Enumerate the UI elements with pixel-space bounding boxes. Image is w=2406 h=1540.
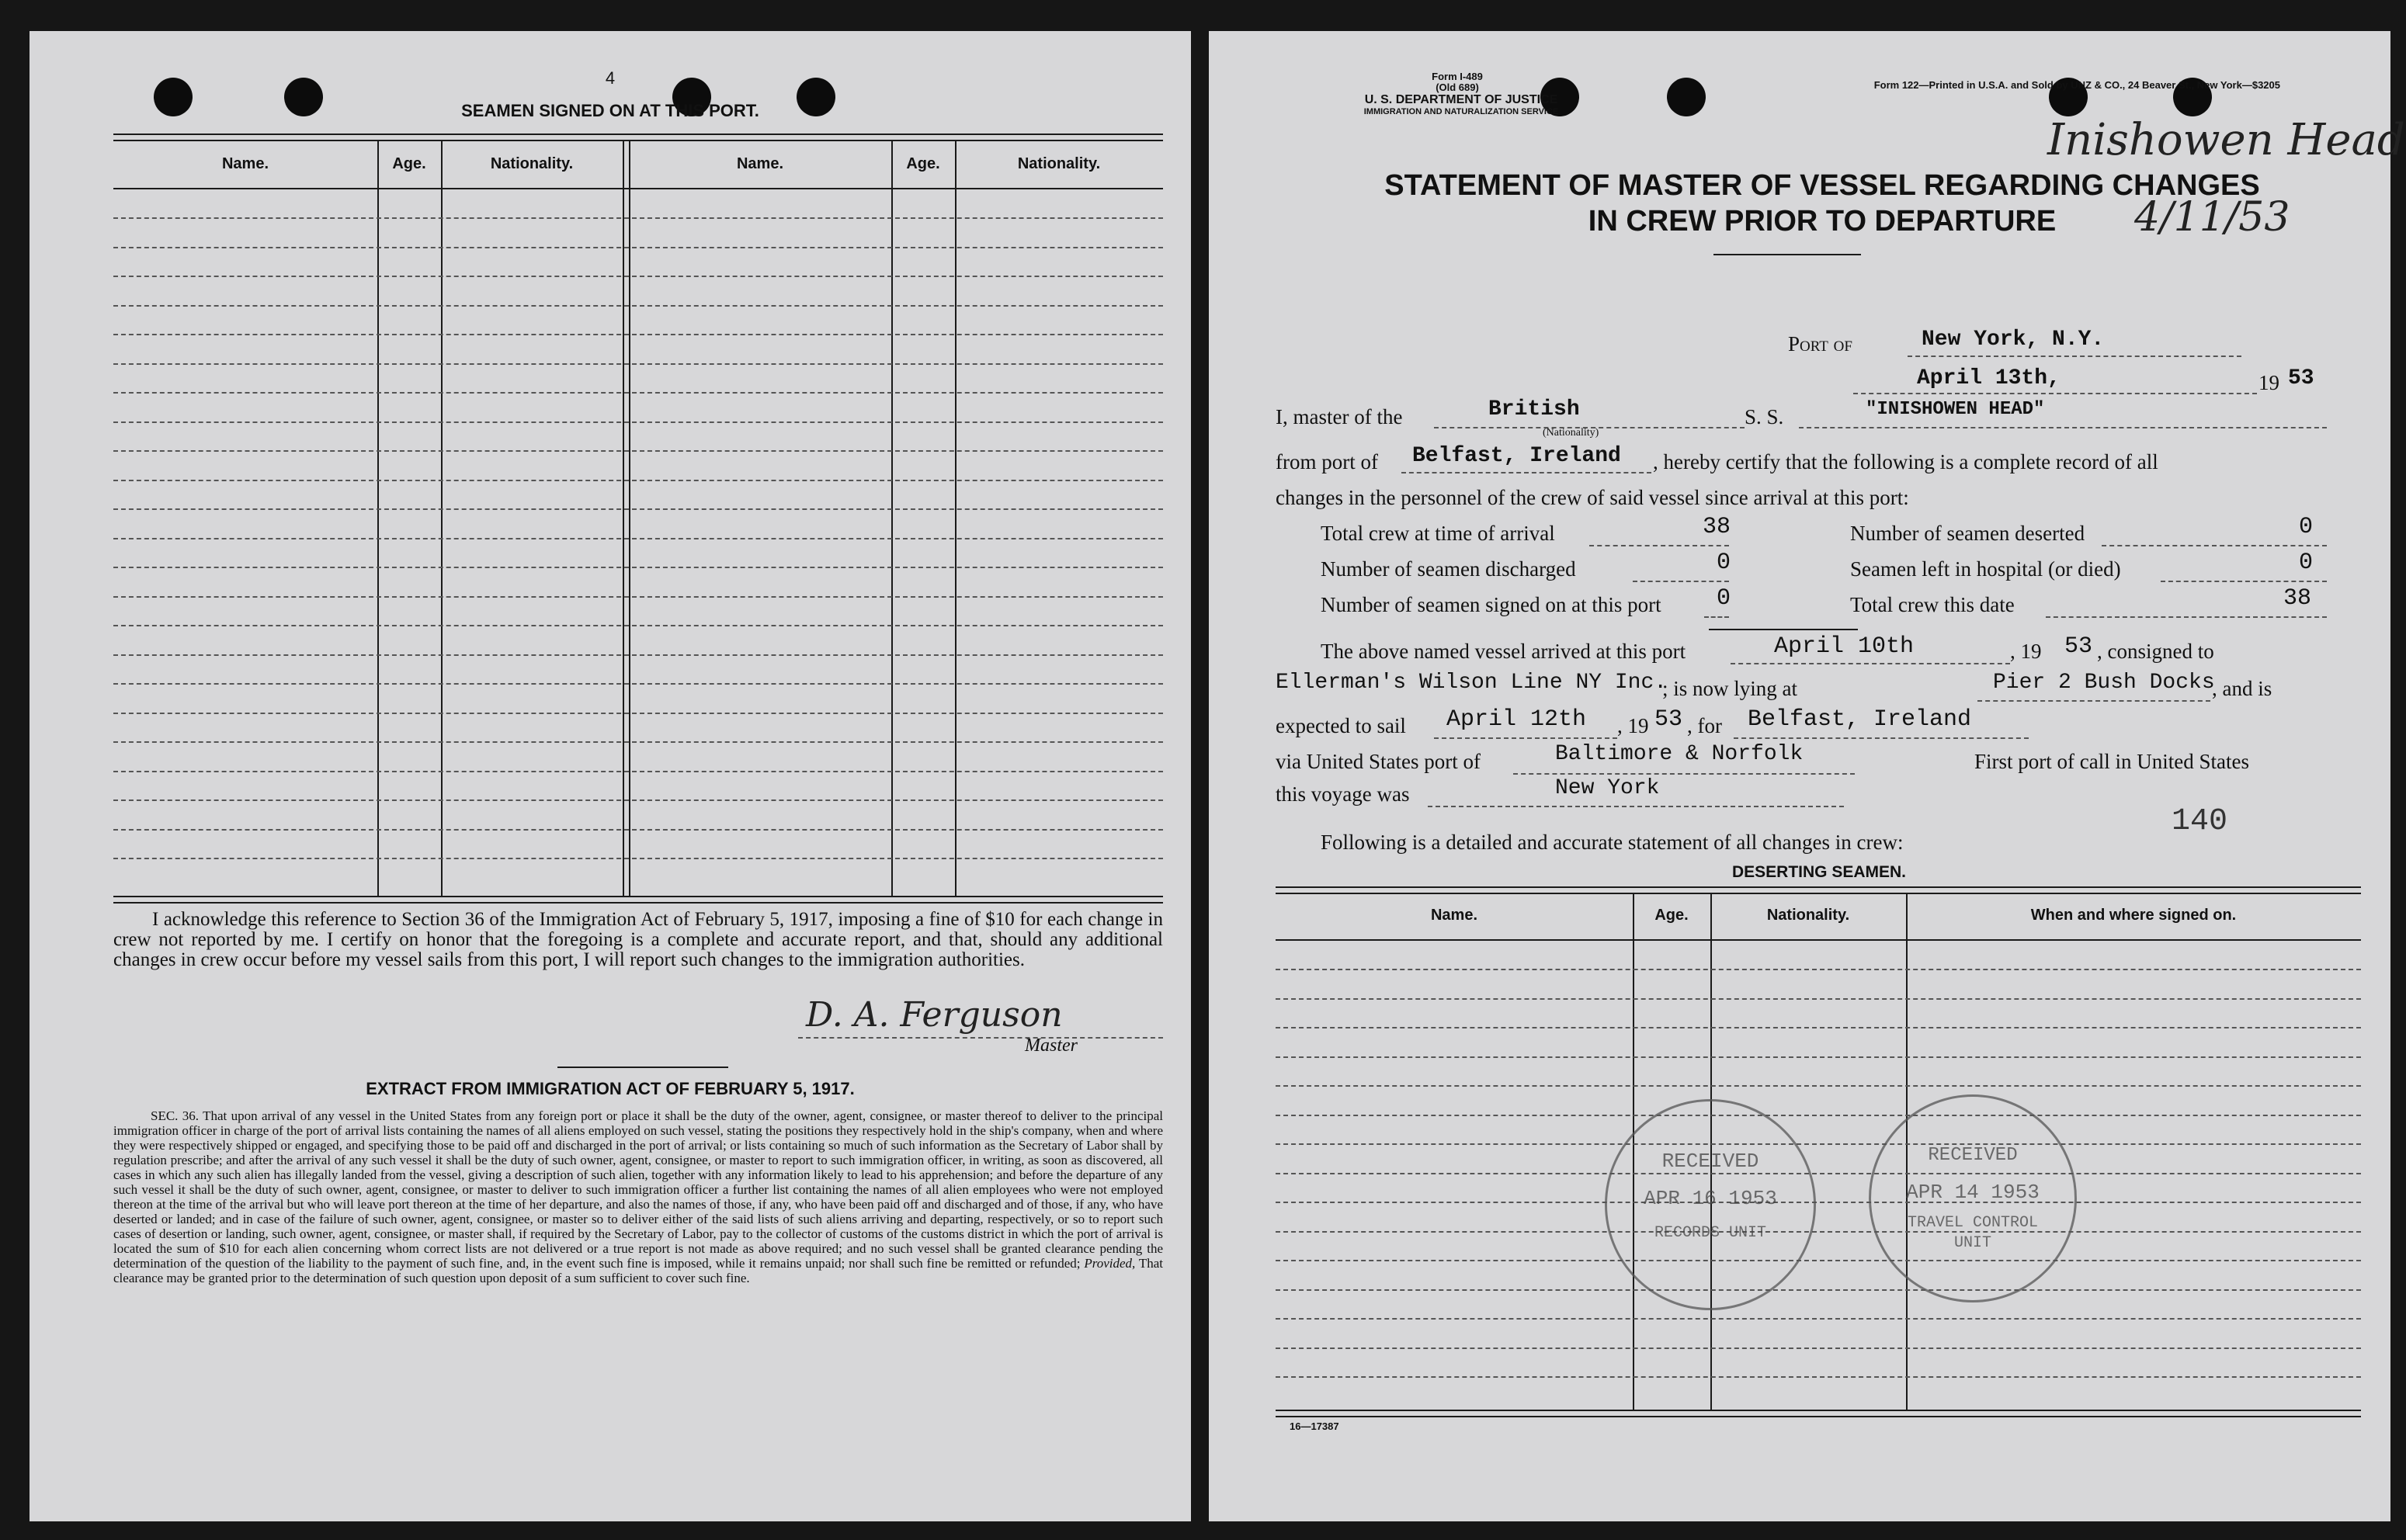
column-header: Name. <box>736 155 784 172</box>
stamped-number: 140 <box>2172 804 2228 839</box>
handwritten-date: 4/11/53 <box>2134 194 2290 241</box>
table-row-line <box>1276 1056 2361 1058</box>
extract-text: SEC. 36. That upon arrival of any vessel in the United States from any foreign port or place it shall be the duty of the owner, agent, consignee, or master thereof to deliver to the principal immigration officer in charge of the port of arrival lists containing the names of all aliens employed on such vessel, stating the positions they respectively hold in the ship's company, when and where they were respectively shipped or engaged, and specifying those to be paid off and discharged in the port of arrival; or lists containing so much of such information as the Secretary of Labor shall by regulation prescribe; and after the arrival of any such vessel it shall be the duty of such owner, agent, consignee, or master to report to such immigration officer, in writing, as soon as discovered, all cases in which any such alien has illegally landed from the vessel, giving a description of such alien, together with any information likely to lead to his apprehension; and before the departure of any such vessel it shall be the duty of such owner, agent, consignee, or master to deliver to such immigration officer a further list containing the names of all alien employees who were not employed thereon at the time of the arrival but who will leave port thereon at the time of her departure, and also the names of those, if any, who have been paid off and discharged and of those, if any, who have deserted or landed; and in case of the failure of such owner, agent, consignee, or master so to deliver either of the said lists of such aliens arriving and departing, respectively, or so to report such cases of desertion or landing, such owner, agent, consignee, or master shall, if required by the Secretary of Labor, pay to the collector of customs of the customs district in which the port of arrival is located the sum of $10 for each alien concerning whom correct lists are not delivered or a true report is not made as above required; and no such vessel shall be granted clearance pending the determination of the question of the liability to the payment of such fine, and, in the event such fine is imposed, while it remains unpaid; nor shall such fine be remitted or refunded; Provided, That clearance may be granted prior to the determination of such question upon deposit of a sum sufficient to cover such fine. <box>113 1108 1163 1285</box>
table-row-line <box>113 421 1163 423</box>
and-is-label: , and is <box>2212 677 2272 700</box>
lying-value: Pier 2 Bush Docks <box>1993 671 2215 695</box>
lying-label: ; is now lying at <box>1662 677 1797 700</box>
table-row-line <box>113 596 1163 598</box>
punch-hole <box>1667 78 1706 116</box>
department-name: U. S. DEPARTMENT OF JUSTICE <box>1364 93 1558 106</box>
first-port-label: First port of call in United States <box>1974 750 2249 773</box>
travel-control-stamp <box>1869 1094 2077 1302</box>
stat-label: Seamen left in hospital (or died) <box>1850 557 2121 581</box>
table-row-line <box>1276 1318 2361 1320</box>
table-row-line <box>113 741 1163 743</box>
table-row-line <box>1276 998 2361 1000</box>
column-header: Nationality. <box>1017 155 1101 172</box>
footer-code: 16—17387 <box>1290 1420 1339 1432</box>
table-row-line <box>1276 1202 2361 1203</box>
page-number: 4 <box>605 68 616 88</box>
arrived-label: The above named vessel arrived at this port <box>1321 640 1686 663</box>
table-row-line <box>113 305 1163 307</box>
stat-label: Total crew this date <box>1850 593 2015 616</box>
table-row-line <box>113 567 1163 568</box>
table-row-line <box>113 771 1163 772</box>
stamp-received: RECEIVED <box>1928 1145 2018 1166</box>
signed-on-title: SEAMEN SIGNED ON AT THIS PORT. <box>461 101 759 120</box>
stamp-date: APR 16 1953 <box>1644 1187 1777 1210</box>
date-value: April 13th, <box>1917 366 2061 390</box>
table-row-line <box>113 508 1163 510</box>
stamp-unit: RECORDS UNIT <box>1654 1224 1767 1242</box>
acknowledgement-text: I acknowledge this reference to Section 36 of the Immigration Act of February 5, 1917, imposing a fine of $10 for each change in crew not reported by me. I certify on honor that the foregoing is a complete and accurate report, and that, should any additional changes in crew occur before my vessel sails from this port, I will report such changes to the immigration authorities. <box>113 909 1163 970</box>
column-header: Nationality. <box>1766 907 1850 924</box>
table-row-line <box>1276 969 2361 970</box>
stat-label: Number of seamen deserted <box>1850 522 2085 545</box>
arrived-year-prefix: , 19 <box>2010 640 2042 663</box>
table-row-line <box>113 392 1163 394</box>
table-row-line <box>113 829 1163 831</box>
port-value: New York, N.Y. <box>1922 328 2105 352</box>
table-row-line <box>113 480 1163 481</box>
column-header: Nationality. <box>490 155 574 172</box>
column-header: Age. <box>392 155 426 172</box>
via-label: via United States port of <box>1276 750 1481 773</box>
right-page <box>1209 31 2405 1521</box>
table-row-line <box>113 538 1163 539</box>
ship-name: "INISHOWEN HEAD" <box>1866 399 2045 420</box>
stamp-received: RECEIVED <box>1661 1150 1759 1173</box>
table-row-line <box>1276 1143 2361 1145</box>
table-row-line <box>1276 1348 2361 1349</box>
for-value: Belfast, Ireland <box>1748 706 1972 733</box>
table-row-line <box>1276 1231 2361 1233</box>
master-label: Master <box>1025 1035 1078 1056</box>
from-port-label: from port of <box>1276 450 1378 473</box>
table-row-line <box>1276 1115 2361 1116</box>
table-row-line <box>1276 1376 2361 1378</box>
stat-value: 0 <box>2299 514 2314 540</box>
stamp-unit: TRAVEL CONTROL UNIT <box>1907 1214 2039 1252</box>
year-prefix: 19 <box>2258 371 2279 394</box>
table-row-line <box>113 625 1163 626</box>
ss-label: S. S. <box>1745 405 1784 428</box>
following-text: Following is a detailed and accurate statement of all changes in crew: <box>1321 831 1904 854</box>
stat-value: 38 <box>2283 585 2312 612</box>
table-row-line <box>113 683 1163 685</box>
voyage-value: New York <box>1555 776 1660 800</box>
table-row-line <box>113 654 1163 656</box>
arrived-value: April 10th <box>1774 633 1915 660</box>
column-header: When and where signed on. <box>2030 907 2237 924</box>
consigned-label: , consigned to <box>2097 640 2214 663</box>
left-page <box>30 31 1191 1521</box>
nationality-caption: (Nationality) <box>1543 427 1599 439</box>
certify-text: , hereby certify that the following is a complete record of all <box>1653 450 2158 473</box>
stamp-date: APR 14 1953 <box>1906 1181 2040 1204</box>
records-unit-stamp <box>1605 1099 1816 1310</box>
master-of-label: I, master of the <box>1276 405 1403 428</box>
expected-label: expected to sail <box>1276 714 1406 737</box>
table-row-line <box>113 363 1163 365</box>
table-row-line <box>1276 1027 2361 1028</box>
expected-year-prefix: , 19 <box>1617 714 1649 737</box>
column-header: Age. <box>906 155 940 172</box>
table-row-line <box>113 713 1163 714</box>
port-label: Port of <box>1788 332 1852 356</box>
extract-title: EXTRACT FROM IMMIGRATION ACT OF FEBRUARY 5, 1917. <box>366 1079 855 1098</box>
table-row-line <box>113 334 1163 335</box>
year-value: 53 <box>2288 366 2314 390</box>
deserting-title: DESERTING SEAMEN. <box>1731 863 1907 881</box>
stat-label: Number of seamen signed on at this port <box>1321 593 1661 616</box>
printer-line: Form 122—Printed in U.S.A. and Sold by UNZ & CO., 24 Beaver St., New York—$3205 <box>1873 79 2280 91</box>
table-row-line <box>1276 1260 2361 1261</box>
stat-label: Number of seamen discharged <box>1321 557 1576 581</box>
consignee-value: Ellerman's Wilson Line NY Inc. <box>1276 671 1668 695</box>
column-header: Age. <box>1654 907 1689 924</box>
table-row-line <box>113 276 1163 277</box>
stat-value: 0 <box>1717 550 1731 576</box>
column-header: Name. <box>221 155 269 172</box>
column-header: Name. <box>1430 907 1478 924</box>
expected-value: April 12th <box>1446 706 1587 733</box>
master-signature: D. A. Ferguson <box>806 995 1063 1035</box>
form-title: STATEMENT OF MASTER OF VESSEL REGARDING CHANGES IN CREW PRIOR TO DEPARTURE <box>1384 169 2260 238</box>
service-name: IMMIGRATION AND NATURALIZATION SERVICE <box>1363 107 1559 116</box>
table-row-line <box>113 450 1163 452</box>
table-row-line <box>113 247 1163 248</box>
table-row-line <box>113 858 1163 859</box>
table-row-line <box>1276 1173 2361 1174</box>
from-port-value: Belfast, Ireland <box>1412 444 1621 468</box>
stat-label: Total crew at time of arrival <box>1321 522 1555 545</box>
stat-value: 0 <box>2299 550 2314 576</box>
form-number: Form I-489 (Old 689) <box>1432 71 1483 93</box>
table-row-line <box>1276 1085 2361 1087</box>
table-row-line <box>113 217 1163 219</box>
for-label: , for <box>1687 714 1722 737</box>
arrived-year: 53 <box>2064 633 2093 660</box>
stat-value: 38 <box>1703 514 1731 540</box>
nationality-value: British <box>1488 397 1580 421</box>
changes-text: changes in the personnel of the crew of said vessel since arrival at this port: <box>1276 486 1909 509</box>
handwritten-vessel-name: Inishowen Head <box>2047 115 2405 165</box>
table-row-line <box>113 799 1163 801</box>
expected-year: 53 <box>1654 706 1683 733</box>
table-row-line <box>1276 1289 2361 1291</box>
stat-value: 0 <box>1717 585 1731 612</box>
voyage-label: this voyage was <box>1276 782 1410 806</box>
via-value: Baltimore & Norfolk <box>1555 742 1804 766</box>
